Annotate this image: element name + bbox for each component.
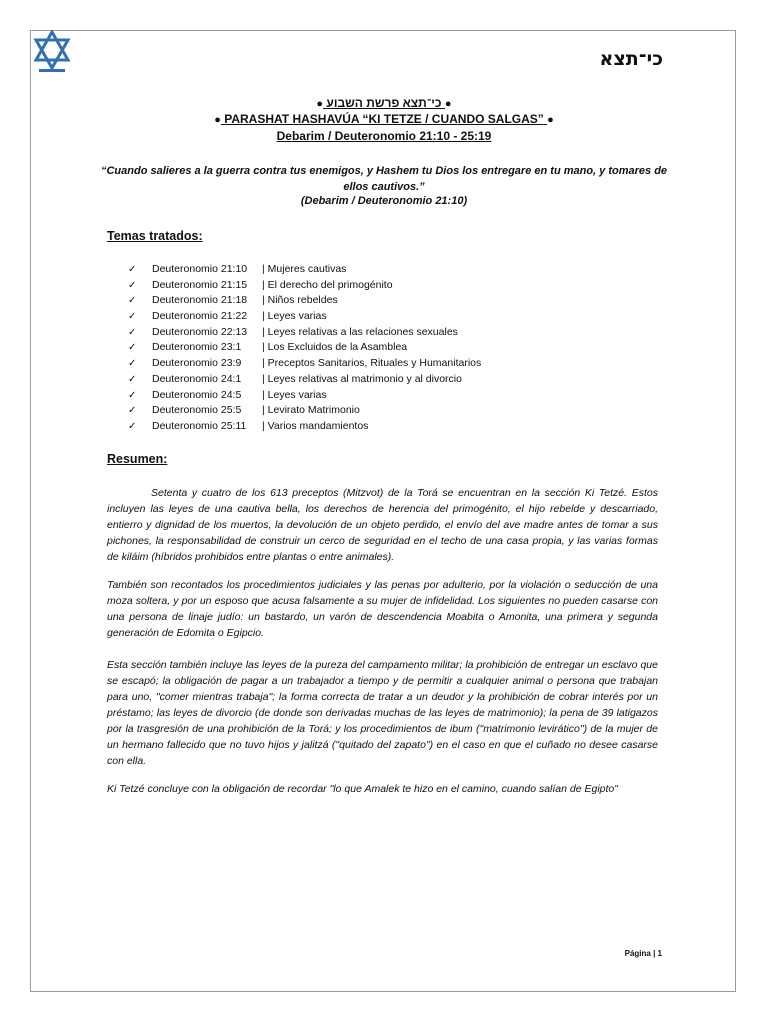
bullet-icon: ● [214, 114, 221, 126]
list-item: ✓ Deuteronomio 24:1 | Leyes relativas al matrimonio y al divorcio [128, 372, 481, 388]
check-icon: ✓ [128, 389, 137, 401]
list-item: ✓ Deuteronomio 25:11 | Varios mandamientos [128, 419, 481, 435]
list-item: ✓ Deuteronomio 21:10 | Mujeres cautivas [128, 262, 481, 278]
check-icon: ✓ [128, 358, 137, 370]
list-item: ✓ Deuteronomio 21:22 | Leyes varias [128, 309, 481, 325]
check-icon: ✓ [128, 279, 137, 291]
temas-heading: Temas tratados: [107, 229, 203, 243]
check-icon: ✓ [128, 264, 137, 275]
bullet-icon: ● [444, 98, 452, 110]
list-item: ✓ Deuteronomio 21:15 | El derecho del primogénito [128, 278, 481, 294]
check-icon: ✓ [128, 295, 137, 307]
title-hebrew: ● כי־תצא פרשת השבוע ● [316, 96, 452, 110]
title-parashat: ● PARASHAT HASHAVÚA “KI TETZE / CUANDO SALGAS” ● [214, 112, 554, 126]
check-icon: ✓ [128, 311, 137, 323]
page-number: Página | 1 [624, 949, 662, 958]
resumen-heading: Resumen: [107, 452, 168, 466]
list-item: ✓ Deuteronomio 22:13 | Leyes relativas a las relaciones sexuales [128, 325, 481, 341]
resumen-paragraph-1: Setenta y cuatro de los 613 preceptos (Mitzvot) de la Torá se encuentran en la sección Ki Tetzé. Estos incluyen las leyes de una cautiva bella, los derechos de herencia del primogénito, el hijo rebelde y descarriado, entierro y dignidad de los muertos, la devolución de un objeto perdido, el envío del ave madre antes de tomar a sus pichones, la responsabilidad de construir un cerco de seguridad en el techo de una casa propia, y las varias formas de kiláim (híbridos prohibidos entre plantas o entre animales). [107, 487, 658, 563]
check-icon: ✓ [128, 405, 137, 417]
check-icon: ✓ [128, 326, 137, 338]
list-item: ✓ Deuteronomio 23:9 | Preceptos Sanitarios, Rituales y Humanitarios [128, 356, 481, 372]
check-icon: ✓ [128, 420, 137, 432]
bullet-icon: ● [316, 98, 324, 110]
list-item: ✓ Deuteronomio 24:5 | Leyes varias [128, 388, 481, 404]
list-item: ✓ Deuteronomio 21:18 | Niños rebeldes [128, 293, 481, 309]
resumen-paragraph-4: Ki Tetzé concluye con la obligación de recordar "lo que Amalek te hizo en el camino, cuando salían de Egipto" [107, 783, 618, 795]
title-reference: Debarim / Deuteronomio 21:10 - 25:19 [276, 129, 492, 143]
quote-reference: (Debarim / Deuteronomio 21:10) [300, 195, 468, 207]
hebrew-title: כי־תצא [599, 48, 663, 70]
resumen-paragraph-3: Esta sección también incluye las leyes de la pureza del campamento militar; la prohibición de entregar un esclavo que se escapó; la obligación de pagar a un trabajador a tiempo y de permitir a cualquier animal o persona que trabajan para uno, "comer mientras trabaja"; la forma correcta de tratar a un deudor y la prohibición de cobrar interés por un préstamo; las leyes de divorcio (de donde son derivadas muchas de las leyes de matrimonio); la pena de 39 latigazos por la trasgresión de una prohibición de la Torá; y los procedimientos de ibum ("matrimonio levirático") de la mujer de un hermano fallecido que no tuvo hijos y jalitzá ("quitado del zapato") en el caso en que el cuñado no desee casarse con ella. [107, 659, 658, 767]
star-of-david-icon [33, 30, 71, 74]
list-item: ✓ Deuteronomio 25:5 | Levirato Matrimonio [128, 403, 481, 419]
resumen-paragraph-2: También son recontados los procedimientos judiciales y las penas por adulterio, por la violación o seducción de una moza soltera, y por un esposo que acusa falsamente a su mujer de infidelidad. Los siguientes no pueden casarse con una persona de linaje judío: un bastardo, un varón de descendencia Moabita o Amonita, una primera y segunda generación de Edomita o Egipcio. [107, 579, 658, 639]
topics-list [128, 262, 481, 435]
opening-quote: “Cuando salieres a la guerra contra tus enemigos, y Hashem tu Dios los entregare en tu mano, y tomares de ellos cautivos.” [100, 165, 668, 193]
list-item: ✓ Deuteronomio 23:1 | Los Excluidos de la Asamblea [128, 340, 481, 356]
check-icon: ✓ [128, 342, 137, 354]
bullet-icon: ● [547, 114, 554, 126]
check-icon: ✓ [128, 373, 137, 385]
